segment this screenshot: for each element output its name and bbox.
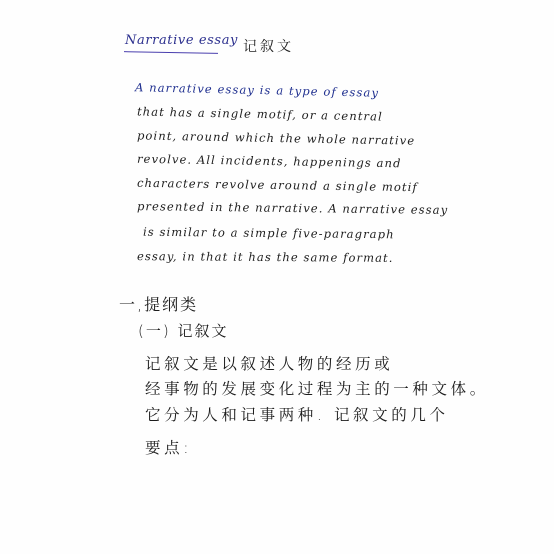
section-body-line-2: 经事物的发展变化过程为主的一种文体。 (145, 380, 489, 398)
title-underline (124, 51, 218, 54)
paragraph-line-4: revolve. All incidents, happenings and (136, 151, 402, 171)
section-body-line-3: 它分为人和记事两种. 记叙文的几个 (145, 406, 449, 424)
paragraph-line-8: essay, in that it has the same format. (136, 249, 394, 265)
paragraph-line-3: point, around which the whole narrative (136, 128, 416, 148)
title-english: Narrative essay (125, 33, 238, 48)
section-body-line-1: 记叙文是以叙述人物的经历或 (145, 355, 394, 373)
paragraph-line-5: characters revolve around a single motif (136, 175, 418, 195)
title-chinese: 记叙文 (243, 39, 294, 55)
section-subheading: (一) 记叙文 (138, 322, 229, 340)
section-body-line-4: 要点: (145, 439, 193, 457)
paragraph-line-2: that has a single motif, or a central (136, 104, 383, 124)
section-heading: 一,提纲类 (119, 295, 199, 314)
paragraph-line-7: is similar to a simple five-paragraph (142, 224, 395, 242)
paragraph-line-6: presented in the narrative. A narrative essay (136, 199, 449, 217)
paragraph-line-1: A narrative essay is a type of essay (134, 80, 380, 100)
